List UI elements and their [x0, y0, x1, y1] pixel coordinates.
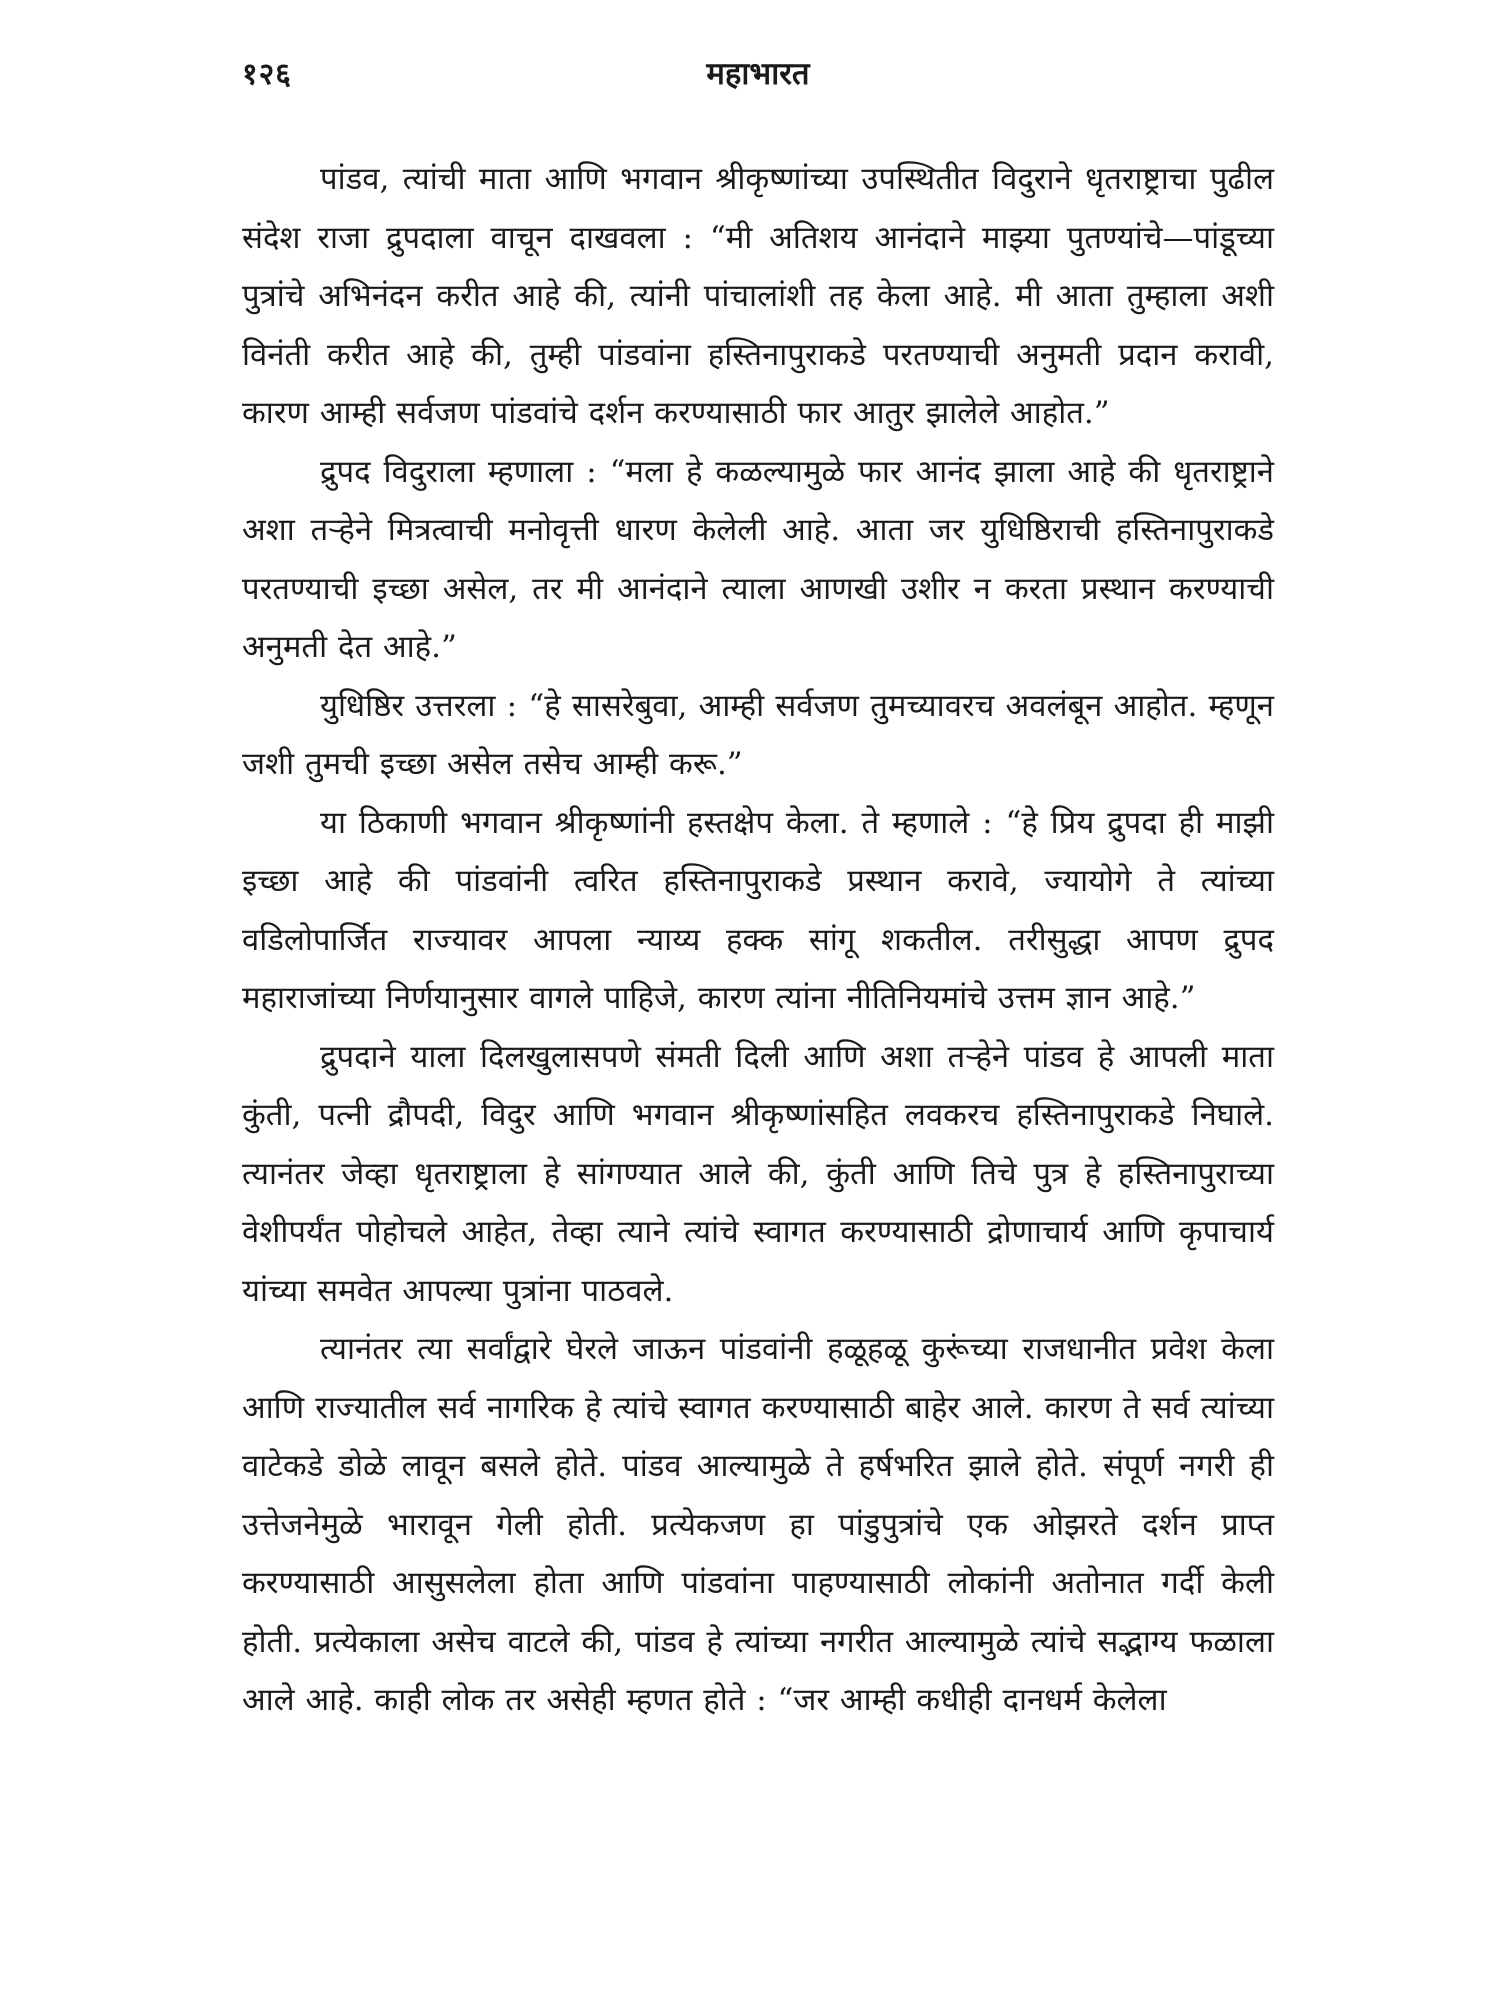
paragraph: या ठिकाणी भगवान श्रीकृष्णांनी हस्तक्षेप केला. ते म्हणाले : “हे प्रिय द्रुपदा ही माझी इच्छा आहे की पांडवांनी त्वरित हस्तिनापुराकडे प्रस्थान करावे, ज्यायोगे ते त्यांच्या वडिलोपार्जित राज्यावर आपला न्याय्य हक्क सांगू शकतील. तरीसुद्धा आपण द्रुपद महाराजांच्या निर्णयानुसार वागले पाहिजे, कारण त्यांना नीतिनियमांचे उत्तम ज्ञान आहे.” [242, 804, 1274, 1016]
paragraph: त्यानंतर त्या सर्वांद्वारे घेरले जाऊन पांडवांनी हळूहळू कुरूंच्या राजधानीत प्रवेश केला आणि राज्यातील सर्व नागरिक हे त्यांचे स्वागत करण्यासाठी बाहेर आले. कारण ते सर्व त्यांच्या वाटेकडे डोळे लावून बसले होते. पांडव आल्यामुळे ते हर्षभरित झाले होते. संपूर्ण नगरी ही उत्तेजनेमुळे भारावून गेली होती. प्रत्येकजण हा पांडुपुत्रांचे एक ओझरते दर्शन प्राप्त करण्यासाठी आसुसलेला होता आणि पांडवांना पाहण्यासाठी लोकांनी अतोनात गर्दी केली होती. प्रत्येकाला असेच वाटले की, पांडव हे त्यांच्या नगरीत आल्यामुळे त्यांचे सद्भाग्य फळाला आले आहे. काही लोक तर असेही म्हणत होते : “जर आम्ही कधीही दानधर्म केलेला [242, 1331, 1274, 1718]
paragraph: पांडव, त्यांची माता आणि भगवान श्रीकृष्णांच्या उपस्थितीत विदुराने धृतराष्ट्राचा पुढील संदेश राजा द्रुपदाला वाचून दाखवला : “मी अतिशय आनंदाने माझ्या पुतण्यांचे—पांडूच्या पुत्रांचे अभिनंदन करीत आहे की, त्यांनी पांचालांशी तह केला आहे. मी आता तुम्हाला अशी विनंती करीत आहे की, तुम्ही पांडवांना हस्तिनापुराकडे परतण्याची अनुमती प्रदान करावी, कारण आम्ही सर्वजण पांडवांचे दर्शन करण्यासाठी फार आतुर झालेले आहोत.” [242, 161, 1274, 431]
paragraph: द्रुपद विदुराला म्हणाला : “मला हे कळल्यामुळे फार आनंद झाला आहे की धृतराष्ट्राने अशा तऱ्हेने मित्रत्वाची मनोवृत्ती धारण केलेली आहे. आता जर युधिष्ठिराची हस्तिनापुराकडे परतण्याची इच्छा असेल, तर मी आनंदाने त्याला आणखी उशीर न करता प्रस्थान करण्याची अनुमती देत आहे.” [242, 453, 1274, 665]
paragraph: द्रुपदाने याला दिलखुलासपणे संमती दिली आणि अशा तऱ्हेने पांडव हे आपली माता कुंती, पत्नी द्रौपदी, विदुर आणि भगवान श्रीकृष्णांसहित लवकरच हस्तिनापुराकडे निघाले. त्यानंतर जेव्हा धृतराष्ट्राला हे सांगण्यात आले की, कुंती आणि तिचे पुत्र हे हस्तिनापुराच्या वेशीपर्यंत पोहोचले आहेत, तेव्हा त्याने त्यांचे स्वागत करण्यासाठी द्रोणाचार्य आणि कृपाचार्य यांच्या समवेत आपल्या पुत्रांना पाठवले. [242, 1038, 1274, 1309]
page-number: १२६ [242, 57, 292, 92]
body-text [242, 150, 1274, 1730]
book-title: महाभारत [706, 56, 810, 92]
running-head [242, 52, 1274, 102]
paragraph: युधिष्ठिर उत्तरला : “हे सासरेबुवा, आम्ही सर्वजण तुमच्यावरच अवलंबून आहोत. म्हणून जशी तुमची इच्छा असेल तसेच आम्ही करू.” [242, 687, 1274, 782]
